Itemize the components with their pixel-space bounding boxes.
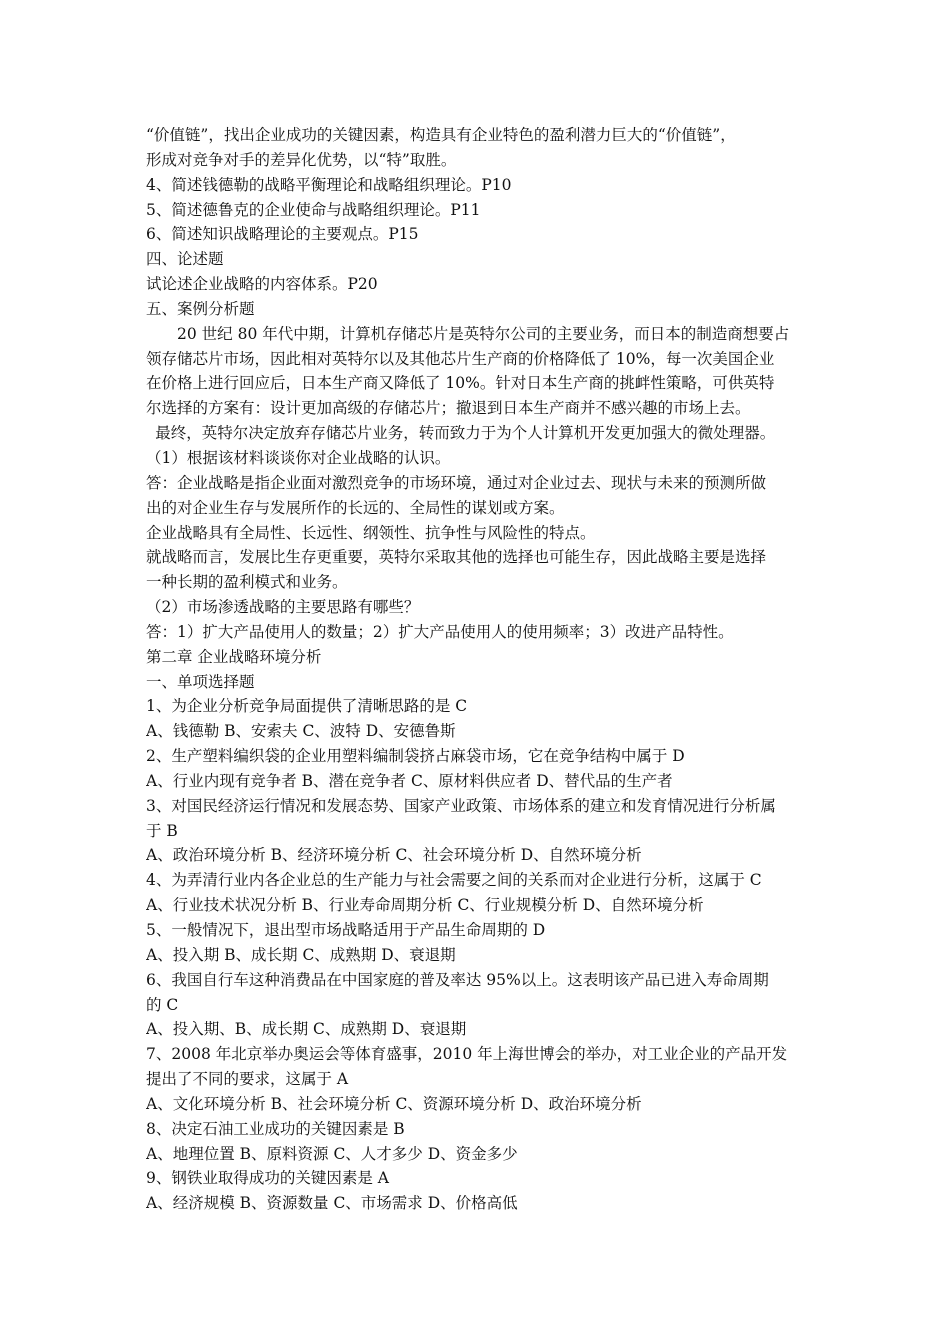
answer-options: A、投入期、B、成长期 C、成熟期 D、衰退期 [146,1020,467,1039]
question-item: （2）市场渗透战略的主要思路有哪些？ [146,598,420,617]
text-line: 20 世纪 80 年代中期，计算机存储芯片是英特尔公司的主要业务，而日本的制造商想要占 [177,324,790,343]
text-line: 领存储芯片市场，因此相对英特尔以及其他芯片生产商的价格降低了 10%，每一次美国企业 [146,349,775,368]
text-line: 尔选择的方案有：设计更加高级的存储芯片；撤退到日本生产商并不感兴趣的市场上去。 [146,399,751,418]
text-line: 一种长期的盈利模式和业务。 [146,573,348,592]
answer-options: A、经济规模 B、资源数量 C、市场需求 D、价格高低 [146,1194,518,1213]
text-line: 在价格上进行回应后，日本生产商又降低了 10%。针对日本生产商的挑衅性策略，可供英特 [146,374,775,393]
answer-options: A、钱德勒 B、安索夫 C、波特 D、安德鲁斯 [146,722,456,741]
question-item: 试论述企业战略的内容体系。P20 [146,275,378,294]
section-heading: 一、单项选择题 [146,672,255,691]
text-line: 6、我国自行车这种消费品在中国家庭的普及率达 95%以上。这表明该产品已进入寿命周期 [146,970,769,989]
paragraph-value-chain [146,123,808,173]
answer-options: A、文化环境分析 B、社会环境分析 C、资源环境分析 D、政治环境分析 [146,1094,642,1113]
document-body [146,123,808,1216]
text-line: 就战略而言，发展比生存更重要，英特尔采取其他的选择也可能生存，因此战略主要是选择 [146,548,767,567]
chapter-heading: 第二章 企业战略环境分析 [146,647,322,666]
question-item: 5、一般情况下，退出型市场战略适用于产品生命周期的 D [146,921,546,939]
text-line: 7、2008 年北京举办奥运会等体育盛事，2010 年上海世博会的举办，对工业企业的产品开发 [146,1045,788,1064]
case-conclusion: 最终，英特尔决定放弃存储芯片业务，转而致力于为个人计算机开发更加强大的微处理器。 [155,424,776,443]
question-item: 1、为企业分析竞争局面提供了清晰思路的是 C [146,697,468,716]
question-item: （1）根据该材料谈谈你对企业战略的认识。 [146,448,451,467]
answer-paragraph [146,545,808,595]
answer-line: 答：1）扩大产品使用人的数量；2）扩大产品使用人的使用频率；3）改进产品特性。 [146,622,734,641]
text-line: 3、对国民经济运行情况和发展态势、国家产业政策、市场体系的建立和发育情况进行分析属 [146,796,776,815]
question-item: 4、为弄清行业内各企业总的生产能力与社会需要之间的关系而对企业进行分析，这属于 C [146,871,762,890]
question-item: 5、简述德鲁克的企业使命与战略组织理论。P11 [146,200,481,219]
case-paragraph [146,322,808,421]
text-line: 出的对企业生存与发展所作的长远的、全局性的谋划或方案。 [146,498,565,517]
question-item: 4、简述钱德勒的战略平衡理论和战略组织理论。P10 [146,175,512,194]
text-line: 的 C [146,995,179,1014]
text-line: 答：企业战略是指企业面对激烈竞争的市场环境，通过对企业过去、现状与未来的预测所做 [146,473,767,492]
answer-options: A、行业内现有竞争者 B、潜在竞争者 C、原材料供应者 D、替代品的生产者 [146,771,673,790]
answer-options: A、投入期 B、成长期 C、成熟期 D、衰退期 [146,945,456,964]
text-line: “价值链”，找出企业成功的关键因素，构造具有企业特色的盈利潜力巨大的“价值链”， [146,126,736,144]
question-item [146,794,808,844]
question-item [146,968,808,1018]
question-item: 8、决定石油工业成功的关键因素是 B [146,1119,405,1138]
answer-options: A、行业技术状况分析 B、行业寿命周期分析 C、行业规模分析 D、自然环境分析 [146,896,704,915]
question-item: 9、钢铁业取得成功的关键因素是 A [146,1169,389,1188]
section-heading: 五、案例分析题 [146,299,255,318]
text-line: 形成对竞争对手的差异化优势，以“特”取胜。 [146,150,457,169]
answer-paragraph [146,471,808,521]
answer-options: A、地理位置 B、原料资源 C、人才多少 D、资金多少 [146,1144,518,1163]
question-item [146,1042,808,1092]
text-line: 提出了不同的要求，这属于 A [146,1070,349,1089]
section-heading: 四、论述题 [146,250,224,269]
question-item: 2、生产塑料编织袋的企业用塑料编制袋挤占麻袋市场，它在竞争结构中属于 D [146,747,685,766]
answer-line: 企业战略具有全局性、长远性、纲领性、抗争性与风险性的特点。 [146,523,596,542]
text-line: 于 B [146,821,178,840]
answer-options: A、政治环境分析 B、经济环境分析 C、社会环境分析 D、自然环境分析 [146,846,642,865]
question-item: 6、简述知识战略理论的主要观点。P15 [146,225,419,244]
